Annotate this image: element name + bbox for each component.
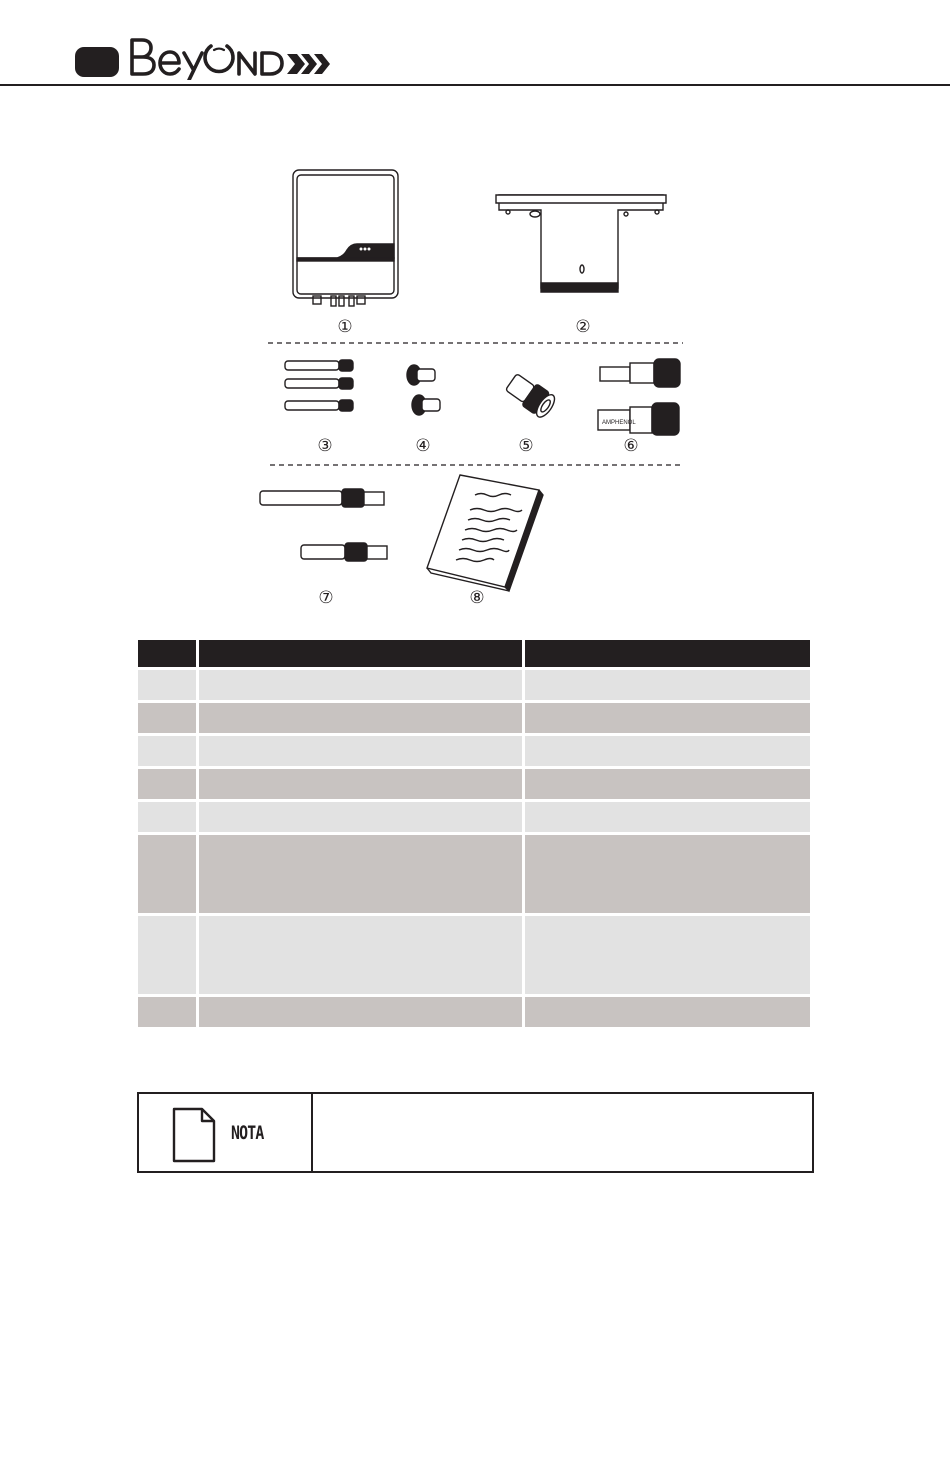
anchor-bolts-illustration <box>285 360 353 411</box>
row-number <box>138 766 199 799</box>
row-quantity <box>525 994 810 1027</box>
row-item <box>199 832 525 913</box>
row-quantity <box>525 832 810 913</box>
item-number-2: ② <box>575 317 591 337</box>
item-number-8: ⑧ <box>469 588 485 608</box>
item-number-4: ④ <box>415 436 431 456</box>
row-number <box>138 667 199 700</box>
page-header <box>0 0 950 86</box>
package-contents-figure <box>255 165 690 615</box>
note-label-cell <box>139 1094 313 1171</box>
row-item <box>199 913 525 994</box>
mounting-bracket-illustration <box>496 195 666 292</box>
cable-glands-illustration <box>260 489 387 561</box>
row-number <box>138 913 199 994</box>
table-row <box>138 913 810 994</box>
item-number-7: ⑦ <box>318 588 334 608</box>
header-divider <box>0 84 950 86</box>
table-row <box>138 832 810 913</box>
row-item <box>199 994 525 1027</box>
table-row <box>138 766 810 799</box>
row-number <box>138 994 199 1027</box>
table-row <box>138 667 810 700</box>
note-label: NOTA <box>231 1122 264 1144</box>
table-row <box>138 799 810 832</box>
connector-brand-label: AMPHENOL <box>602 420 636 426</box>
row-quantity <box>525 700 810 733</box>
note-box <box>137 1092 814 1173</box>
document-icon <box>172 1107 216 1163</box>
table-row <box>138 700 810 733</box>
row-item <box>199 766 525 799</box>
waterproof-plugs-illustration <box>407 365 440 415</box>
item-number-5: ⑤ <box>518 436 534 456</box>
parts-list-table <box>138 640 810 1027</box>
row-number <box>138 733 199 766</box>
item-number-3: ③ <box>317 436 333 456</box>
row-quantity <box>525 667 810 700</box>
header-quantity <box>525 640 810 667</box>
brand-logo <box>127 36 339 80</box>
user-manual-illustration <box>427 475 543 591</box>
row-quantity <box>525 913 810 994</box>
row-item <box>199 700 525 733</box>
page-number-tab <box>75 47 119 77</box>
row-item <box>199 799 525 832</box>
ct-adapter-illustration <box>504 371 558 420</box>
header-number <box>138 640 199 667</box>
item-number-1: ① <box>337 317 353 337</box>
row-number <box>138 832 199 913</box>
row-number <box>138 700 199 733</box>
row-quantity <box>525 799 810 832</box>
item-number-6: ⑥ <box>623 436 639 456</box>
row-number <box>138 799 199 832</box>
inverter-illustration <box>293 170 398 306</box>
header-item <box>199 640 525 667</box>
row-quantity <box>525 766 810 799</box>
row-item <box>199 733 525 766</box>
parts-illustration <box>255 165 690 615</box>
row-item <box>199 667 525 700</box>
row-quantity <box>525 733 810 766</box>
table-row <box>138 994 810 1027</box>
table-header-row <box>138 640 810 667</box>
table-row <box>138 733 810 766</box>
